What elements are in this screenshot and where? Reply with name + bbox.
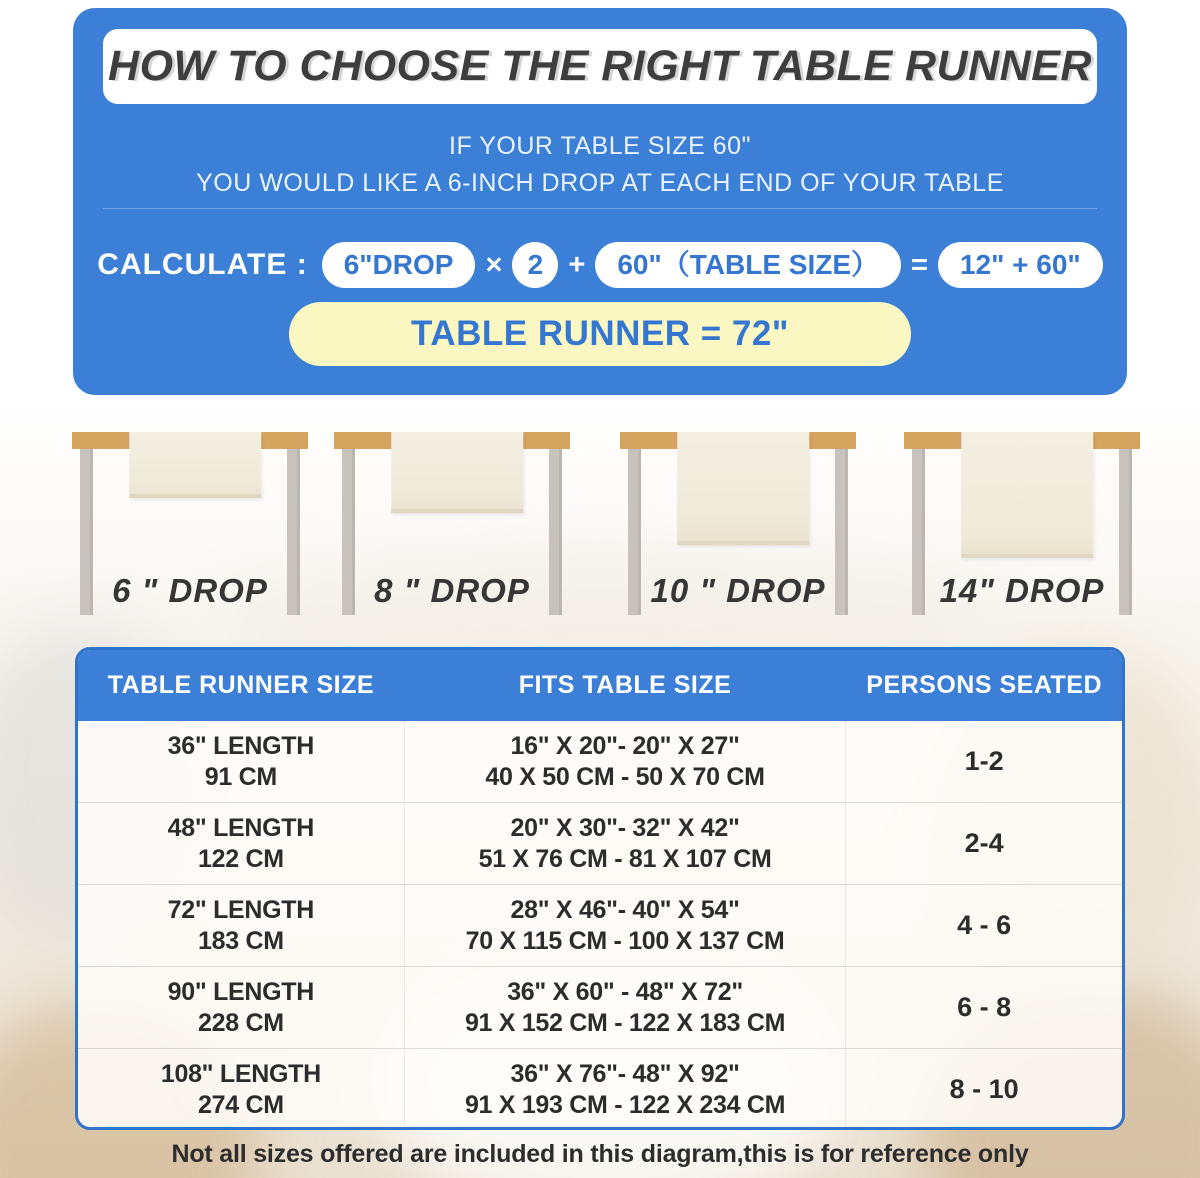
runner-size-cm: 122 CM: [197, 844, 284, 873]
runner-size-inches: 90" LENGTH: [167, 977, 315, 1006]
fits-size-cm: 91 X 193 CM - 122 X 234 CM: [464, 1090, 786, 1119]
size-reference-table: [75, 647, 1125, 1130]
fits-size-cell: [404, 803, 847, 884]
persons-cell: [846, 803, 1122, 884]
runner-size-cell: [78, 885, 404, 966]
fits-size-cell: [404, 1049, 847, 1130]
persons-cell: [846, 1049, 1122, 1130]
multiplier-badge: 2: [512, 242, 558, 288]
table-size-pill: 60"（TABLE SIZE）: [595, 242, 901, 288]
disclaimer-note: Not all sizes offered are included in this diagram,this is for reference only: [171, 1140, 1029, 1168]
drop-figures-row: [0, 420, 1200, 648]
drop-label: 14" DROP: [939, 572, 1105, 609]
calculate-label: CALCULATE :: [97, 248, 308, 281]
drop-figure-14: [904, 420, 1140, 648]
drop-figure-10: [620, 420, 856, 648]
runner-size-cm: 183 CM: [197, 926, 284, 955]
table-runner: [961, 432, 1093, 558]
fits-size-inches: 36" X 76"- 48" X 92": [510, 1059, 740, 1088]
hero-divider: [103, 208, 1097, 209]
title-banner: [103, 29, 1097, 104]
runner-size-inches: 108" LENGTH: [160, 1059, 321, 1088]
hero-panel: [73, 8, 1127, 395]
fits-size-inches: 36" X 60" - 48" X 72": [507, 977, 743, 1006]
table-row: [78, 966, 1122, 1048]
table-row: [78, 1048, 1122, 1130]
persons-seated-value: 4 - 6: [957, 910, 1012, 940]
table-row: [78, 721, 1122, 802]
drop-figure-6: [72, 420, 308, 648]
runner-result-pill: TABLE RUNNER = 72": [289, 302, 911, 366]
runner-size-cm: 228 CM: [197, 1008, 284, 1037]
persons-seated-value: 8 - 10: [949, 1074, 1019, 1104]
subtitle-line-2: YOU WOULD LIKE A 6-INCH DROP AT EACH END OF YOUR TABLE: [196, 169, 1004, 197]
table-runner: [129, 432, 261, 498]
fits-size-cell: [404, 721, 847, 802]
subtitle-line-1: IF YOUR TABLE SIZE 60": [449, 132, 751, 160]
fits-size-inches: 28" X 46"- 40" X 54": [510, 895, 740, 924]
table-runner: [677, 432, 809, 545]
drop-pill: 6"DROP: [322, 242, 476, 288]
table-runner: [391, 432, 523, 513]
plus-operator: +: [568, 248, 586, 281]
page-title: HOW TO CHOOSE THE RIGHT TABLE RUNNER: [108, 42, 1092, 90]
drop-label: 10 " DROP: [650, 572, 826, 609]
persons-cell: [846, 967, 1122, 1048]
table-header-row: [78, 650, 1122, 721]
persons-seated-value: 1-2: [964, 746, 1004, 776]
fits-size-inches: 20" X 30"- 32" X 42": [510, 813, 740, 842]
table-row: [78, 884, 1122, 966]
column-header-persons: PERSONS SEATED: [866, 671, 1103, 699]
fits-size-cm: 91 X 152 CM - 122 X 183 CM: [464, 1008, 786, 1037]
runner-size-cell: [78, 1049, 404, 1130]
drop-figure-8: [334, 420, 570, 648]
equals-operator: =: [911, 248, 928, 281]
runner-size-cell: [78, 967, 404, 1048]
fits-size-cell: [404, 967, 847, 1048]
drop-label: 8 " DROP: [374, 572, 530, 609]
runner-size-cm: 274 CM: [197, 1090, 284, 1119]
fits-size-cell: [404, 885, 847, 966]
column-header-runner-size: TABLE RUNNER SIZE: [107, 671, 375, 699]
calculate-formula-row: [73, 238, 1127, 292]
runner-size-cell: [78, 721, 404, 802]
persons-seated-value: 2-4: [964, 828, 1004, 858]
drop-label: 6 " DROP: [112, 572, 268, 609]
runner-size-inches: 48" LENGTH: [167, 813, 315, 842]
runner-size-inches: 36" LENGTH: [167, 731, 315, 760]
fits-size-cm: 40 X 50 CM - 50 X 70 CM: [485, 762, 765, 791]
runner-size-cm: 91 CM: [204, 762, 277, 791]
runner-size-inches: 72" LENGTH: [167, 895, 315, 924]
persons-cell: [846, 885, 1122, 966]
runner-size-cell: [78, 803, 404, 884]
persons-seated-value: 6 - 8: [957, 992, 1012, 1022]
column-header-fits-size: FITS TABLE SIZE: [518, 671, 732, 699]
fits-size-inches: 16" X 20"- 20" X 27": [510, 731, 740, 760]
persons-cell: [846, 721, 1122, 802]
table-row: [78, 802, 1122, 884]
sum-pill: 12" + 60": [938, 242, 1103, 288]
fits-size-cm: 51 X 76 CM - 81 X 107 CM: [478, 844, 772, 873]
table-body: [78, 721, 1122, 1130]
fits-size-cm: 70 X 115 CM - 100 X 137 CM: [465, 926, 785, 955]
times-operator: ×: [485, 248, 503, 281]
